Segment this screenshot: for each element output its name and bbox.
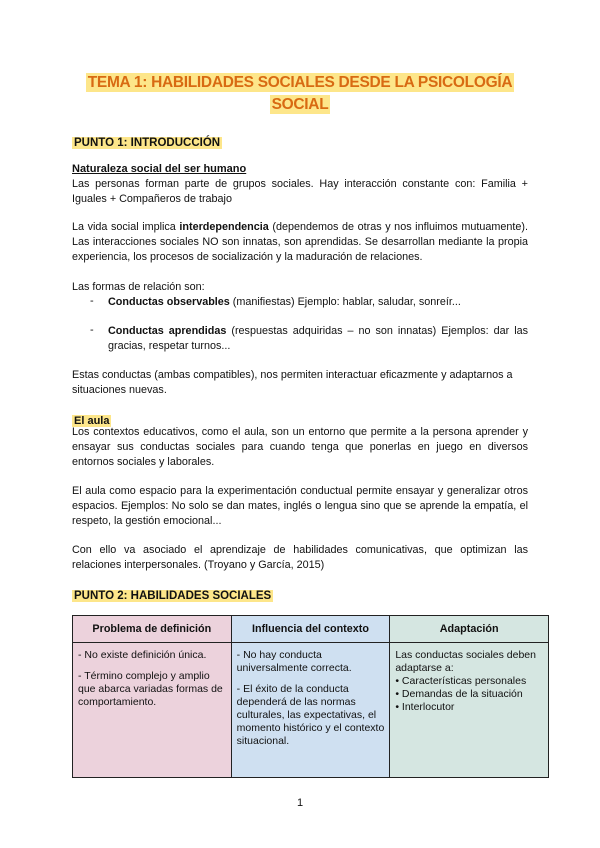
subheading-aula: El aula: [74, 415, 110, 427]
paragraph-naturaleza-3: Estas conductas (ambas compatibles), nos permiten interactuar eficazmente y adaptarnos a situaciones nuevas.: [72, 369, 513, 396]
list-item: • Características personales: [395, 675, 527, 687]
section-heading-punto2: PUNTO 2: HABILIDADES SOCIALES: [74, 590, 272, 602]
table-header-adaptacion: Adaptación: [390, 616, 549, 643]
table-cell-adaptacion: [390, 643, 549, 778]
bullet-conductas-aprendidas: Conductas aprendidas (respuestas adquiridas – no son innatas) Ejemplos: dar las gracias, respetar turnos...: [108, 325, 529, 352]
bullet-dash: -: [90, 324, 94, 336]
document-title-line-2: SOCIAL: [271, 96, 329, 113]
paragraph-aula-3: Con ello va asociado el aprendizaje de habilidades comunicativas, que optimizan las relaciones interpersonales. (Troyano y García, 2015): [72, 544, 528, 571]
table-header-row: [73, 616, 549, 643]
cell-text: - Término complejo y amplio que abarca variadas formas de comportamiento.: [78, 670, 223, 708]
section-heading-punto1: PUNTO 1: INTRODUCCIÓN: [74, 137, 221, 149]
paragraph-naturaleza-2: La vida social implica interdependencia (dependemos de otras y nos influimos mutuamente). Las interacciones sociales NO son innatas, son aprendidas. Se desarrollan mediante la propia experiencia, los procesos de socialización y la maduración de relaciones.: [72, 221, 528, 263]
table-cell-problema: [73, 643, 232, 778]
table-header-problema: Problema de definición: [73, 616, 232, 643]
paragraph-aula-2: El aula como espacio para la experimentación conductual permite ensayar y generalizar otros espacios. Ejemplos: No solo se dan mates, inglés o lengua sino que se aprende la empatía, el respeto, la gestión emocional...: [72, 485, 528, 527]
page-number: 1: [296, 797, 304, 809]
document-title-line-1: TEMA 1: HABILIDADES SOCIALES DESDE LA PSICOLOGÍA: [87, 74, 513, 91]
cell-text: - No existe definición única.: [78, 649, 207, 661]
list-item: • Demandas de la situación: [395, 688, 523, 700]
bullet-conductas-observables: Conductas observables (manifiestas) Ejemplo: hablar, saludar, sonreír...: [108, 296, 461, 308]
paragraph-naturaleza-1: Las personas forman parte de grupos sociales. Hay interacción constante con: Familia + Iguales + Compañeros de trabajo: [72, 178, 528, 205]
table-header-influencia: Influencia del contexto: [231, 616, 390, 643]
cell-text: - No hay conducta universalmente correcta.: [236, 649, 352, 674]
cell-text: Las conductas sociales deben adaptarse a:: [395, 649, 536, 674]
list-item: • Interlocutor: [395, 701, 455, 713]
subheading-naturaleza: Naturaleza social del ser humano: [72, 163, 247, 175]
table-row: [73, 643, 549, 778]
paragraph-aula-1: Los contextos educativos, como el aula, son un entorno que permite a la persona aprender y ensayar sus conductas sociales para cuando tenga que ponerlas en juego en diversos entornos sociales y laborales.: [72, 426, 528, 468]
cell-text: - El éxito de la conducta dependerá de las normas culturales, las expectativas, el momento histórico y el contexto situacional.: [236, 683, 385, 747]
term-interdependencia: interdependencia: [179, 221, 269, 233]
table-cell-influencia: [231, 643, 390, 778]
habilidades-sociales-table: [72, 615, 549, 778]
bullet-dash: -: [90, 295, 94, 307]
formas-intro: Las formas de relación son:: [72, 281, 205, 293]
